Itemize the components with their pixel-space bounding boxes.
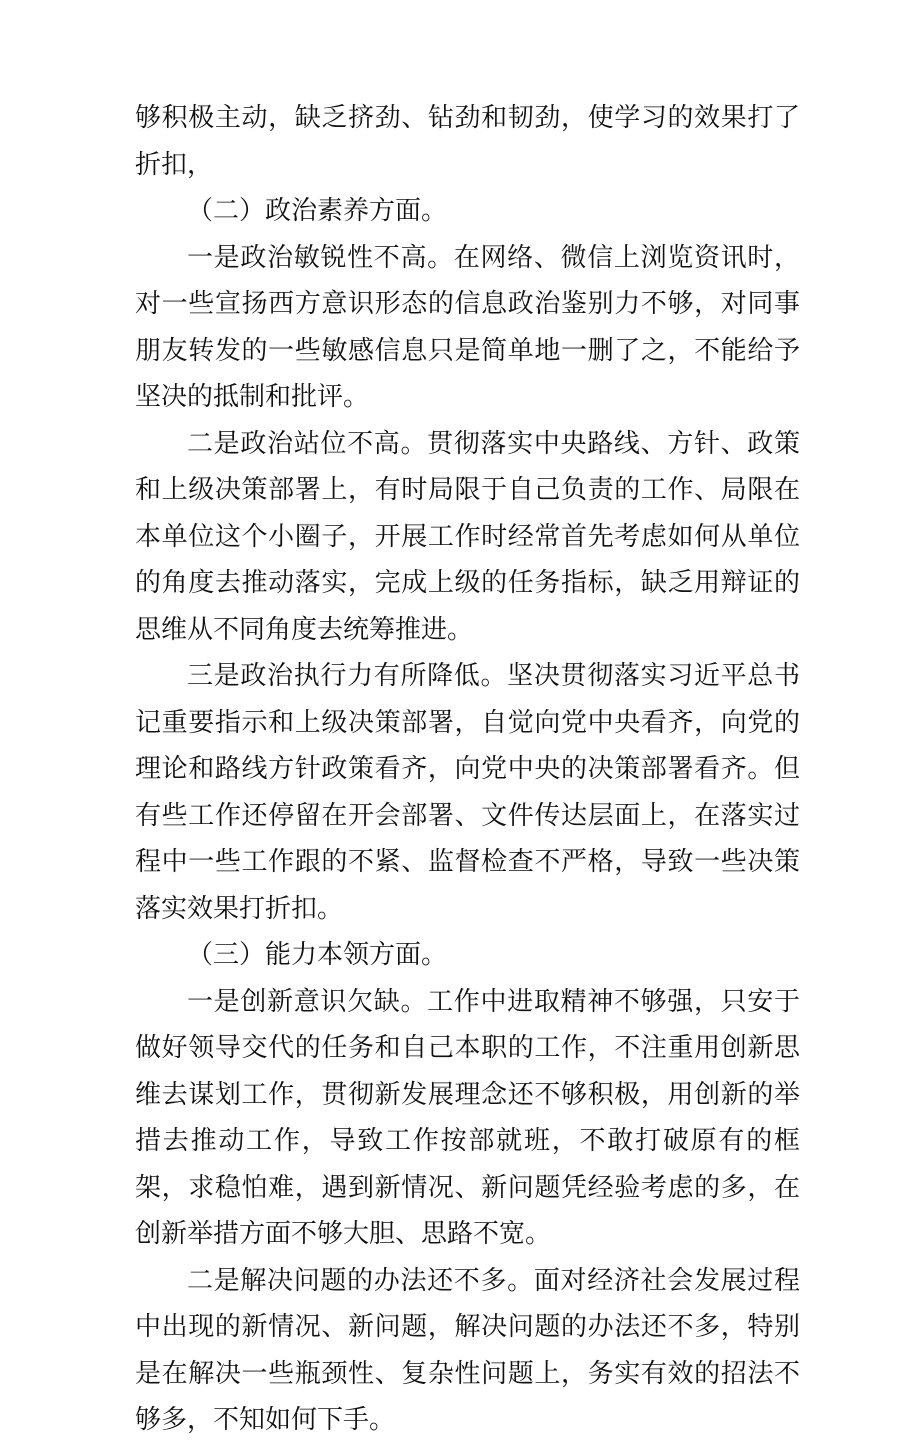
document-body bbox=[135, 95, 800, 1444]
paragraph-political-execution: 三是政治执行力有所降低。坚决贯彻落实习近平总书记重要指示和上级决策部署，自觉向党中央看齐，向党的理论和路线方针政策看齐，向党中央的决策部署看齐。但有些工作还停留在开会部署、文件传达层面上，在落实过程中一些工作跟的不紧、监督检查不严格，导致一些决策落实效果打折扣。 bbox=[135, 661, 800, 924]
paragraph-problem-solving: 二是解决问题的办法还不多。面对经济社会发展过程中出现的新情况、新问题，解决问题的办法还不多，特别是在解决一些瓶颈性、复杂性问题上，务实有效的招法不够多，不知如何下手。 bbox=[135, 1265, 800, 1435]
paragraph-political-standing: 二是政治站位不高。贯彻落实中央路线、方针、政策和上级决策部署上，有时局限于自己负责的工作、局限在本单位这个小圈子，开展工作时经常首先考虑如何从单位的角度去推动落实，完成上级的任务指标，缺乏用辩证的思维从不同角度去统筹推进。 bbox=[135, 428, 800, 645]
paragraph-innovation: 一是创新意识欠缺。工作中进取精神不够强，只安于做好领导交代的任务和自己本职的工作，不注重用创新思维去谋划工作，贯彻新发展理念还不够积极，用创新的举措去推动工作，导致工作按部就班，不敢打破原有的框架，求稳怕难，遇到新情况、新问题凭经验考虑的多，在创新举措方面不够大胆、思路不宽。 bbox=[135, 986, 800, 1249]
section-heading-political-literacy: （二）政治素养方面。 bbox=[187, 196, 448, 226]
section-heading-ability: （三）能力本领方面。 bbox=[187, 940, 448, 970]
paragraph-continuation: 够积极主动，缺乏挤劲、钻劲和韧劲，使学习的效果打了折扣， bbox=[135, 103, 800, 180]
paragraph-political-sensitivity: 一是政治敏锐性不高。在网络、微信上浏览资讯时，对一些宣扬西方意识形态的信息政治鉴别力不够，对同事朋友转发的一些敏感信息只是简单地一删了之，不能给予坚决的抵制和批评。 bbox=[135, 242, 800, 412]
